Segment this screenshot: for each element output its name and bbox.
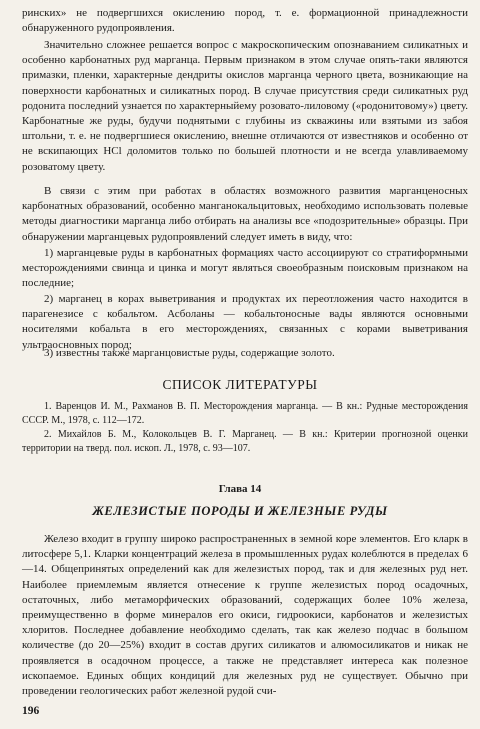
reference-1: 1. Варенцов И. М., Рахманов В. П. Месторождения марганца. — В кн.: Рудные месторождения СССР. М., 1978, с. 112—172.	[22, 401, 468, 426]
page-number: 196	[22, 705, 40, 717]
paragraph-continuation: ринских» не подвергшихся окислению пород, т. е. формационной принадлежности обнаруженного рудопроявления.	[22, 7, 468, 35]
reference-2: 2. Михайлов Б. М., Колокольцев В. Г. Марганец. — В кн.: Критерии прогнозной оценки территории на тверд. пол. ископ. Л., 1978, с. 93—107.	[22, 429, 468, 454]
chapter-title: ЖЕЛЕЗИСТЫЕ ПОРОДЫ И ЖЕЛЕЗНЫЕ РУДЫ	[92, 504, 388, 518]
references-heading: СПИСОК ЛИТЕРАТУРЫ	[162, 377, 318, 392]
paragraph-field-methods: В связи с этим при работах в областях возможного развития марганценосных карбонатных образований, особенно манганокальцитовых, необходимо использовать полевые методы диагностики марганца либо отбирать на анализы все «подозрительные» образцы. При обнаружении марганцевых рудопроявлений следует иметь в виду, что:	[22, 185, 468, 243]
list-item-3: 3) известны также марганцовистые руды, содержащие золото.	[44, 347, 335, 359]
list-item-1: 1) марганцевые руды в карбонатных формациях часто ассоциируют со стратиформными месторождениями свинца и цинка и могут являться своеобразным поисковым признаком на последние;	[22, 247, 468, 290]
chapter-label: Глава 14	[218, 483, 262, 495]
paragraph-manganese-recognition: Значительно сложнее решается вопрос с макроскопическим опознаванием силикатных и особенно карбонатных руд марганца. Первым признаком в этом случае опять-таки являются примазки, пленки, характерные дендриты окислов марганца черного цвета, возникающие на поверхности карбонатных и силикатных пород. В случае присутствия среди силикатных руд родонита последний узнается по характерныйему розовато-лиловому («родонитовому») цвету. Карбонатные же руды, будучи поднятыми с глубины из скважины или взятыми из забоя штольни, т. е. не подвергшиеся окислению, внешне отличаются от известняков и особенно от не вскипающих HCl доломитов только по большей плотности и не всегда улавливаемому розоватому цвету.	[22, 39, 468, 173]
list-item-2: 2) марганец в корах выветривания и продуктах их переотложения часто находится в парагенезисе с кобальтом. Асболаны — кобальтоносные вады являются основными носителями кобальта в его месторождениях, связанных с корами выветривания ультраосновных пород;	[22, 293, 468, 351]
paragraph-iron-intro: Железо входит в группу широко распространенных в земной коре элементов. Его кларк в литосфере 5,1. Кларки концентраций железа в промышленных рудах колеблются в пределах 6—14. Общепринятых определений как для железистых пород, так и для железных руд нет. Наиболее приемлемым является отнесение к группе железистых пород осадочных, остаточных, либо метаморфических образований, содержащих более 10% железа, преимущественно в форме минералов его окиси, гидроокиси, карбонатов и железистых хлоритов. Последнее добавление необходимо сделать, так как железо подчас в большом количестве (до 20—25%) входит в состав других силикатов и алюмосиликатов и никак не проявляется в осадочном процессе, а также не представляет интереса как полезное ископаемое. Единых общих кондиций для железных руд не существует. Обычно при проведении геологических работ железной рудой счи-	[22, 533, 468, 698]
